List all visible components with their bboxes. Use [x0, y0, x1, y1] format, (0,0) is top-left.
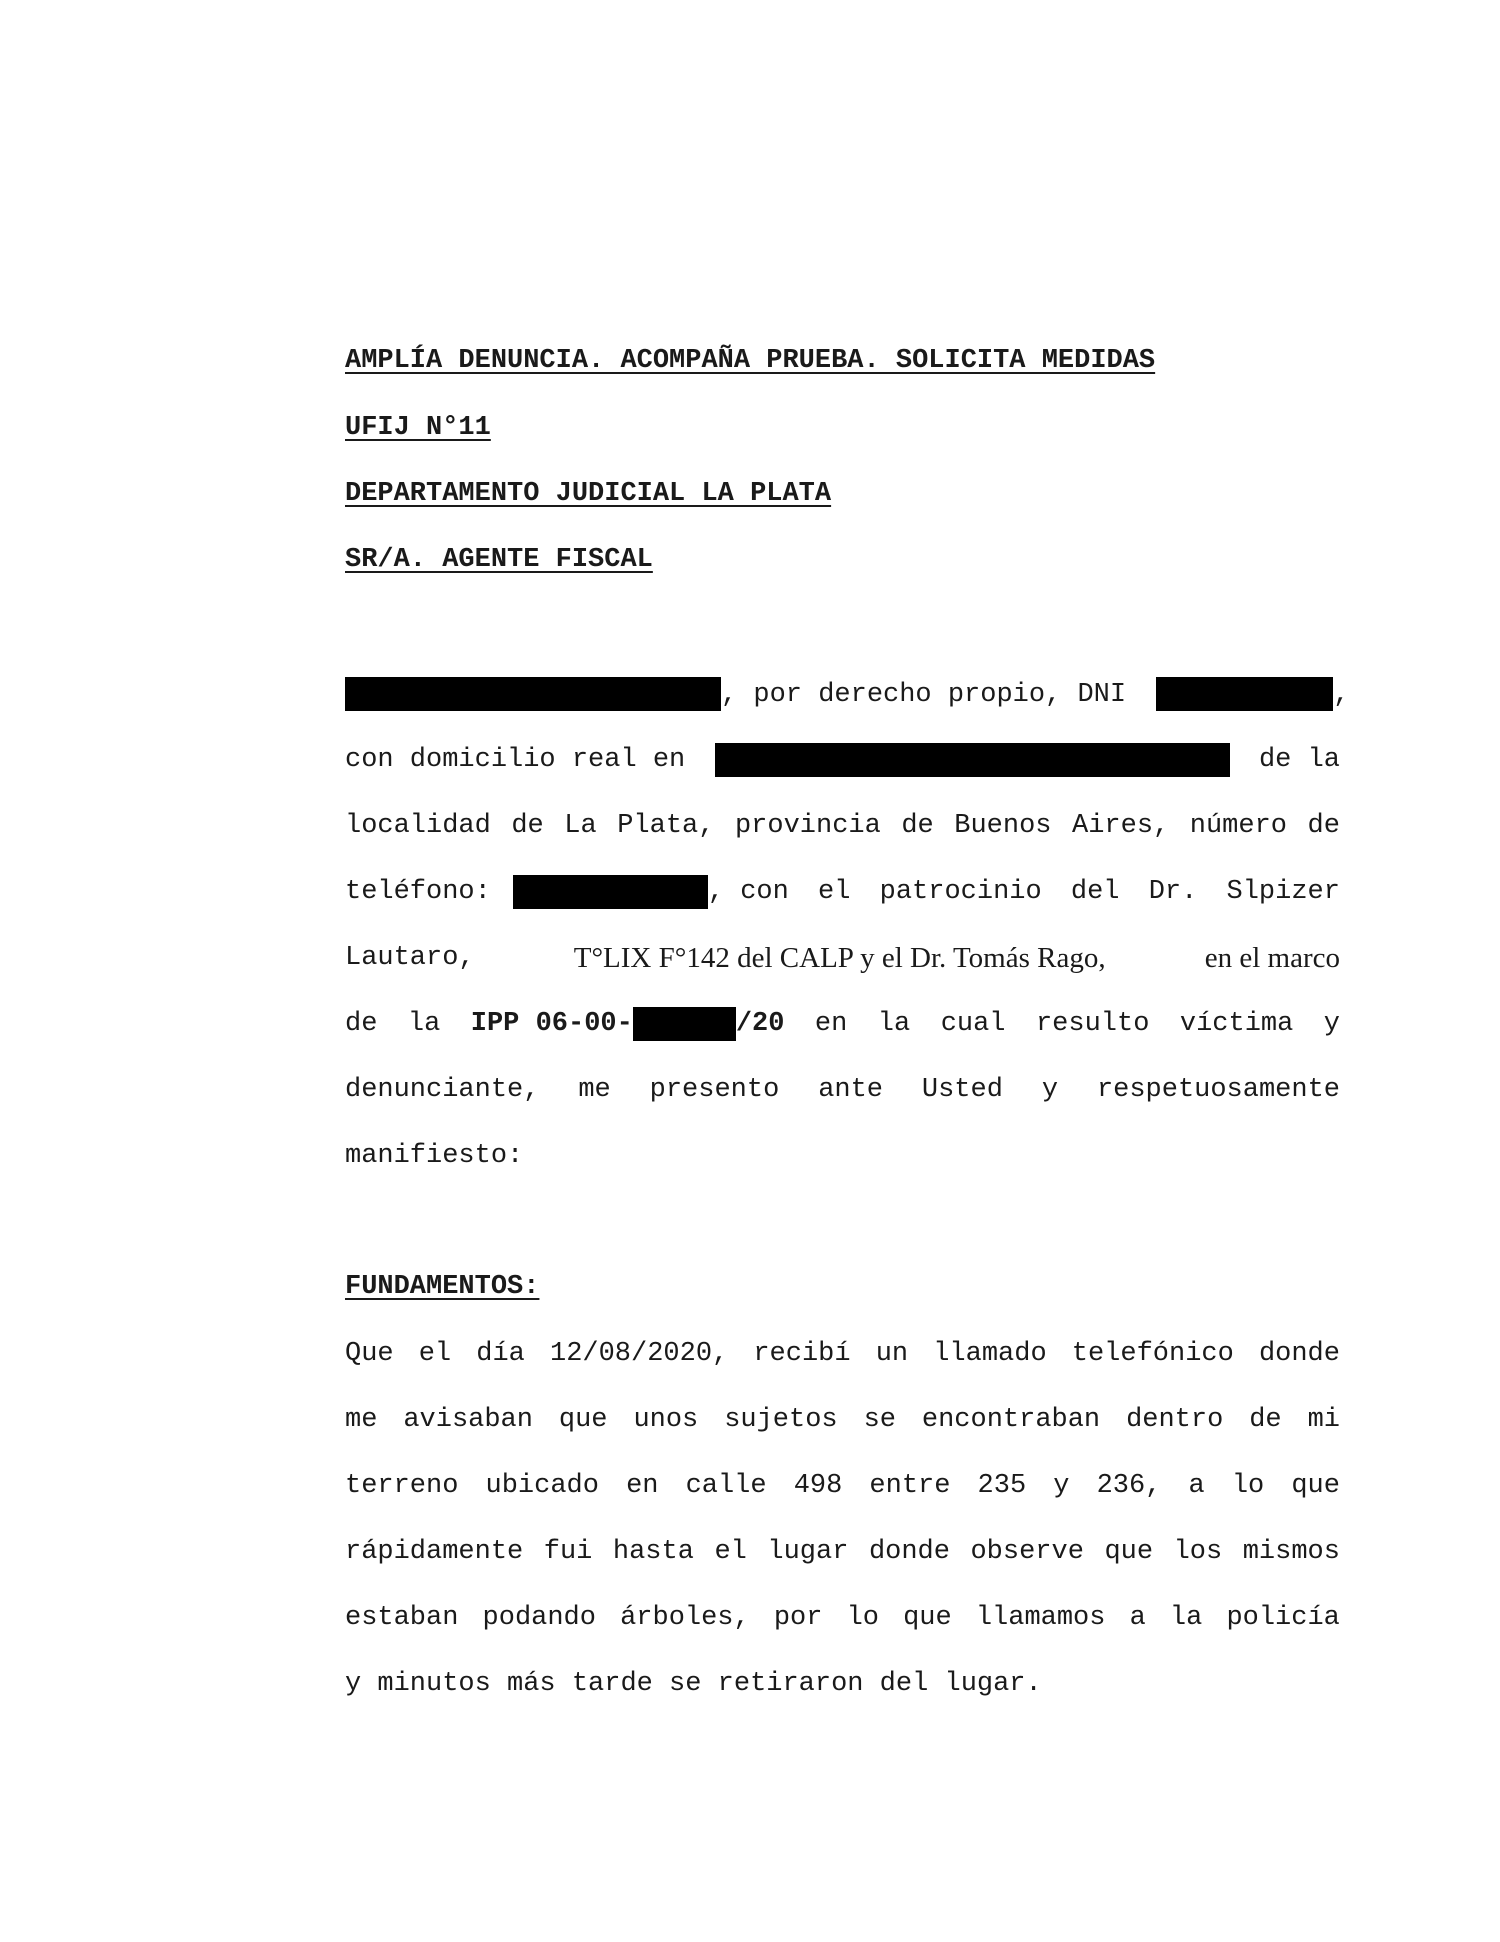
- word: terreno: [345, 1471, 459, 1501]
- intro-line-1-text: , por derecho propio, DNI: [721, 680, 1127, 711]
- ipp-prefix: IPP 06-00-: [470, 1009, 633, 1039]
- word: 236,: [1096, 1471, 1162, 1501]
- word: que: [558, 1405, 608, 1435]
- word: Dr.: [1148, 877, 1198, 907]
- word: y: [1041, 1075, 1059, 1105]
- word: patrocinio: [879, 877, 1042, 907]
- word: calle: [685, 1471, 767, 1501]
- word: lo: [1231, 1471, 1265, 1501]
- word: 498: [793, 1471, 843, 1501]
- word: policía: [1226, 1603, 1340, 1633]
- word: presento: [649, 1075, 780, 1105]
- word: de: [511, 811, 544, 841]
- word: llamamos: [975, 1603, 1106, 1633]
- word: el: [418, 1339, 452, 1369]
- word: en: [814, 1009, 848, 1039]
- word: hasta: [612, 1537, 694, 1567]
- word: del: [1070, 877, 1120, 907]
- word: víctima: [1179, 1009, 1294, 1039]
- department-heading: DEPARTAMENTO JUDICIAL LA PLATA: [345, 479, 832, 509]
- fundamentos-line-2: [345, 1403, 1340, 1437]
- word: resulto: [1035, 1009, 1150, 1039]
- word: observe: [970, 1537, 1084, 1567]
- word: denunciante,: [345, 1075, 540, 1105]
- fundamentos-last-line: y minutos más tarde se retiraron del lugar.: [345, 1669, 1042, 1699]
- word: donde: [868, 1537, 950, 1567]
- ipp-suffix: /20: [735, 1009, 785, 1039]
- fundamentos-line-5: [345, 1601, 1340, 1635]
- word: respetuosamente: [1096, 1075, 1340, 1105]
- intro-line-1: [345, 677, 1350, 712]
- intro-line-3: [345, 809, 1340, 843]
- word: fui: [543, 1537, 593, 1567]
- word: mismos: [1242, 1537, 1340, 1567]
- word: el: [818, 877, 851, 907]
- word: la: [877, 1009, 911, 1039]
- intro-line-2: [345, 743, 1340, 777]
- word: cual: [940, 1009, 1006, 1039]
- word: Que: [345, 1339, 394, 1369]
- word: podando: [482, 1603, 596, 1633]
- intro-line-6: [345, 1007, 1340, 1041]
- word: a: [1129, 1603, 1146, 1633]
- redacted-address: [715, 743, 1230, 777]
- word: los: [1173, 1537, 1223, 1567]
- word: Usted: [921, 1075, 1003, 1105]
- word: me: [345, 1405, 378, 1435]
- document-title: AMPLÍA DENUNCIA. ACOMPAÑA PRUEBA. SOLICITA MEDIDAS: [345, 346, 1156, 376]
- word: , con: [707, 877, 789, 907]
- ipp-number: [471, 1007, 785, 1041]
- word: llamado: [933, 1339, 1047, 1369]
- redacted-dni: [1156, 677, 1333, 711]
- word: ubicado: [485, 1471, 599, 1501]
- intro-line-5: [345, 941, 1340, 975]
- word: de: [901, 811, 934, 841]
- intro-line-2-start: con domicilio real en: [345, 745, 686, 775]
- word: número: [1189, 811, 1287, 841]
- word: me: [578, 1075, 611, 1105]
- word: telefónico: [1071, 1339, 1234, 1369]
- word: provincia: [734, 811, 881, 841]
- word: un: [875, 1339, 909, 1369]
- intro-line-2-end: de la: [1258, 745, 1340, 775]
- word: que: [903, 1603, 952, 1633]
- word: y: [1053, 1471, 1070, 1501]
- addressee-heading: SR/A. AGENTE FISCAL: [345, 545, 653, 575]
- word: entre: [869, 1471, 951, 1501]
- calp-registration: T°LIX F°142 del CALP y el Dr. Tomás Rago,: [573, 942, 1106, 974]
- word: localidad: [345, 811, 491, 841]
- fundamentos-line-4: [345, 1535, 1340, 1569]
- ufij-heading: UFIJ N°11: [345, 413, 491, 443]
- word: estaban: [345, 1603, 459, 1633]
- word: de: [1307, 811, 1340, 841]
- word: árboles,: [620, 1603, 750, 1633]
- fundamentos-line-3: [345, 1469, 1340, 1503]
- word: de: [1249, 1405, 1282, 1435]
- word: lugar: [767, 1537, 849, 1567]
- word: por: [773, 1603, 823, 1633]
- word: lo: [846, 1603, 879, 1633]
- fundamentos-line-1: [345, 1337, 1340, 1371]
- word: la: [407, 1009, 441, 1039]
- word: en: [626, 1471, 659, 1501]
- word: en el marco: [1204, 942, 1340, 974]
- word: recibí: [753, 1339, 851, 1369]
- intro-line-8: manifiesto:: [345, 1141, 524, 1171]
- word: se: [863, 1405, 896, 1435]
- redacted-phone: [513, 875, 708, 909]
- phone-label: teléfono:: [345, 877, 491, 907]
- word: Lautaro,: [345, 943, 475, 973]
- word: mi: [1307, 1405, 1340, 1435]
- word: de: [345, 1009, 378, 1039]
- word: Buenos: [954, 811, 1052, 841]
- word: donde: [1258, 1339, 1340, 1369]
- word: Aires,: [1072, 811, 1170, 841]
- word: y: [1323, 1009, 1340, 1039]
- word: avisaban: [403, 1405, 533, 1435]
- word: a: [1188, 1471, 1205, 1501]
- redacted-ipp: [633, 1007, 736, 1041]
- word: día: [476, 1339, 525, 1369]
- phone-group: [345, 875, 789, 909]
- word: 12/08/2020,: [550, 1339, 729, 1369]
- redacted-name: [345, 677, 721, 711]
- word: que: [1104, 1537, 1154, 1567]
- intro-line-1-end: ,: [1333, 680, 1350, 711]
- word: dentro: [1126, 1405, 1224, 1435]
- word: la: [1169, 1603, 1203, 1633]
- word: La: [564, 811, 597, 841]
- word: sujetos: [724, 1405, 838, 1435]
- word: el: [714, 1537, 747, 1567]
- word: ante: [818, 1075, 883, 1105]
- fundamentos-heading: FUNDAMENTOS:: [345, 1272, 540, 1302]
- word: Slpizer: [1226, 877, 1340, 907]
- word: encontraban: [921, 1405, 1101, 1435]
- word: 235: [977, 1471, 1027, 1501]
- intro-line-4: [345, 875, 1340, 909]
- word: rápidamente: [345, 1537, 524, 1567]
- word: unos: [633, 1405, 699, 1435]
- word: que: [1291, 1471, 1340, 1501]
- intro-line-7: [345, 1073, 1340, 1107]
- word: Plata,: [617, 811, 715, 841]
